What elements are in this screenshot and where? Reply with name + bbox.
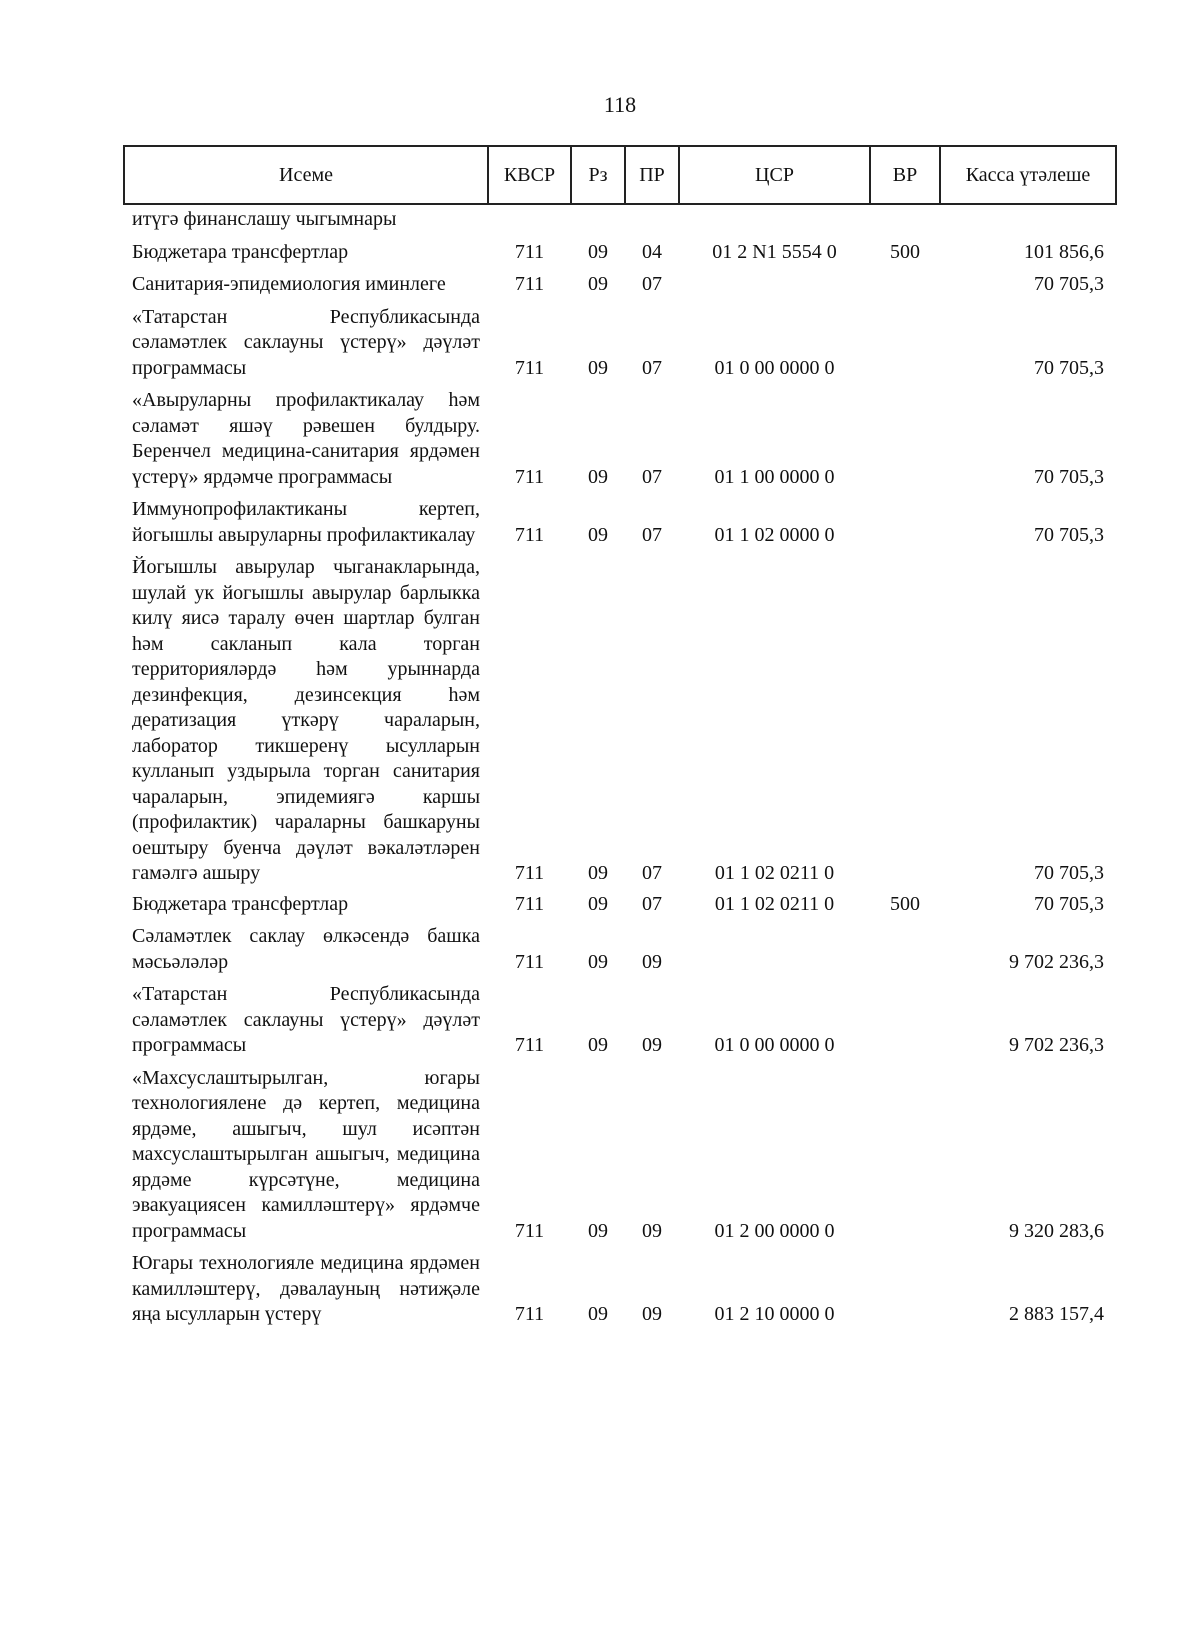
row-rz: 09 — [588, 950, 608, 973]
table-row — [124, 1062, 1116, 1248]
row-sum: 70 705,3 — [1034, 356, 1104, 379]
row-name: «Татарстан Республикасында сәламәтлек саклауны үстерү» дәүләт программасы — [132, 983, 480, 1056]
table-row — [124, 301, 1116, 385]
row-kvsr: 711 — [514, 950, 545, 973]
table-body — [124, 204, 1116, 1331]
header-name: Исеме — [124, 146, 488, 204]
table-row — [124, 890, 1116, 921]
table-row — [124, 493, 1116, 551]
row-rz: 09 — [588, 1303, 608, 1325]
row-rz: 09 — [588, 1034, 608, 1056]
row-sum: 9 702 236,3 — [1009, 950, 1104, 973]
row-pr: 07 — [642, 862, 662, 884]
table-row — [124, 204, 1116, 236]
row-rz: 09 — [588, 465, 608, 488]
row-sum: 70 705,3 — [1034, 465, 1104, 488]
row-pr: 07 — [642, 356, 662, 379]
row-vr — [870, 1247, 940, 1331]
row-rz: 09 — [588, 892, 608, 915]
table-row — [124, 1247, 1116, 1331]
row-kvsr: 711 — [514, 356, 545, 379]
row-name: Сәламәтлек саклау өлкәсендә башка мәсьәләләр — [132, 925, 480, 973]
row-rz: 09 — [588, 523, 608, 546]
row-csr: 01 0 00 0000 0 — [714, 356, 835, 379]
row-pr: 09 — [642, 950, 662, 973]
row-kvsr: 711 — [514, 1034, 545, 1056]
row-sum: 70 705,3 — [1034, 862, 1104, 884]
row-csr: 01 2 10 0000 0 — [714, 1303, 835, 1325]
row-pr: 09 — [642, 1219, 662, 1242]
row-vr: 500 — [890, 892, 920, 915]
row-kvsr: 711 — [514, 862, 545, 884]
row-name: Югары технологияле медицина ярдәмен камилләштерү, дәвалауның нәтиҗәле яңа ысулларын үстерү — [132, 1252, 480, 1325]
page-number: 118 — [603, 92, 637, 117]
row-vr — [870, 551, 940, 890]
table-row — [124, 551, 1116, 890]
row-name: итүгә финанслашу чыгымнары — [132, 208, 397, 230]
row-kvsr: 711 — [514, 465, 545, 488]
row-pr: 09 — [642, 1034, 662, 1056]
row-kvsr: 711 — [514, 1303, 545, 1325]
row-vr — [870, 204, 940, 236]
row-sum: 70 705,3 — [1034, 523, 1104, 546]
table-row — [124, 268, 1116, 301]
row-csr: 01 1 02 0000 0 — [714, 523, 835, 546]
row-rz — [571, 204, 625, 236]
row-kvsr: 711 — [514, 240, 545, 263]
row-csr — [679, 204, 870, 236]
row-kvsr: 711 — [514, 892, 545, 915]
row-name: «Авыруларны профилактикалау һәм сәламәт яшәү рәвешен булдыру. Беренчел медицина-санитария ярдәмен үстерү» ярдәмче программасы — [132, 389, 480, 488]
header-rz: Рз — [571, 146, 625, 204]
row-sum: 101 856,6 — [1024, 240, 1104, 263]
row-rz: 09 — [588, 356, 608, 379]
row-pr: 07 — [642, 892, 662, 915]
row-pr: 09 — [642, 1303, 662, 1325]
row-name: Йогышлы авырулар чыганакларында, шулай ук йогышлы авырулар барлыкка килү яисә таралу өчен шартлар булган һәм сакланып кала торган территорияләрдә һәм урыннарда дезинфекция, дезинсекция һәм дератизация үткәрү чараларын, лаборатор тикшеренү ысулларын кулланып уздырыла торган санитария чараларын, эпидемиягә каршы (профилактик) чараларны башкаруны оештыру буенча дәүләт вәкаләтләрен гамәлгә ашыру — [132, 556, 480, 884]
header-sum: Касса үтәлеше — [940, 146, 1116, 204]
table-row — [124, 920, 1116, 978]
table-row — [124, 236, 1116, 269]
table-row — [124, 384, 1116, 493]
row-csr: 01 2 N1 5554 0 — [712, 240, 837, 263]
row-sum: 9 320 283,6 — [1009, 1219, 1104, 1242]
budget-table — [123, 145, 1117, 1331]
row-csr: 01 1 02 0211 0 — [714, 862, 835, 884]
row-rz: 09 — [588, 240, 608, 263]
row-vr — [870, 384, 940, 493]
table-row — [124, 978, 1116, 1062]
row-vr — [870, 301, 940, 385]
row-pr — [625, 204, 679, 236]
row-name: Бюджетара трансфертлар — [132, 240, 349, 263]
row-pr: 04 — [642, 240, 662, 263]
row-kvsr — [488, 204, 571, 236]
row-rz: 09 — [588, 273, 608, 295]
row-sum: 9 702 236,3 — [1009, 1034, 1104, 1056]
row-csr: 01 1 00 0000 0 — [714, 465, 835, 488]
header-vr: ВР — [870, 146, 940, 204]
row-csr — [679, 268, 870, 301]
row-kvsr: 711 — [514, 523, 545, 546]
row-pr: 07 — [642, 465, 662, 488]
row-csr: 01 1 02 0211 0 — [714, 892, 835, 915]
row-sum: 70 705,3 — [1034, 273, 1104, 295]
row-kvsr: 711 — [514, 273, 545, 295]
row-vr — [870, 1062, 940, 1248]
header-pr: ПР — [625, 146, 679, 204]
row-pr: 07 — [642, 523, 662, 546]
row-kvsr: 711 — [514, 1219, 545, 1242]
row-name: «Махсуслаштырылган, югары технологиялене дә кертеп, медицина ярдәме, ашыгыч, шул исәптән махсуслаштырылган ашыгыч, медицина ярдәме күрсәтүне, медицина эвакуациясен камилләштерү» ярдәмче программасы — [132, 1066, 480, 1242]
row-csr: 01 0 00 0000 0 — [714, 1034, 835, 1056]
row-vr — [870, 493, 940, 551]
row-name: Бюджетара трансфертлар — [132, 892, 349, 915]
row-vr — [870, 920, 940, 978]
row-rz: 09 — [588, 1219, 608, 1242]
row-name: «Татарстан Республикасында сәламәтлек саклауны үстерү» дәүләт программасы — [132, 305, 480, 379]
row-vr — [870, 268, 940, 301]
row-name: Иммунопрофилактиканы кертеп, йогышлы авыруларны профилактикалау — [132, 498, 480, 546]
row-vr: 500 — [890, 240, 920, 263]
row-vr — [870, 978, 940, 1062]
row-pr: 07 — [642, 273, 662, 295]
row-csr: 01 2 00 0000 0 — [714, 1219, 835, 1242]
row-rz: 09 — [588, 862, 608, 884]
header-csr: ЦСР — [679, 146, 870, 204]
row-sum: 2 883 157,4 — [1009, 1303, 1104, 1325]
table-header — [124, 146, 1116, 204]
header-kvsr: КВСР — [488, 146, 571, 204]
row-csr — [679, 920, 870, 978]
row-sum — [940, 204, 1116, 236]
row-name: Санитария-эпидемиология иминлеге — [132, 273, 446, 295]
row-sum: 70 705,3 — [1034, 892, 1104, 915]
